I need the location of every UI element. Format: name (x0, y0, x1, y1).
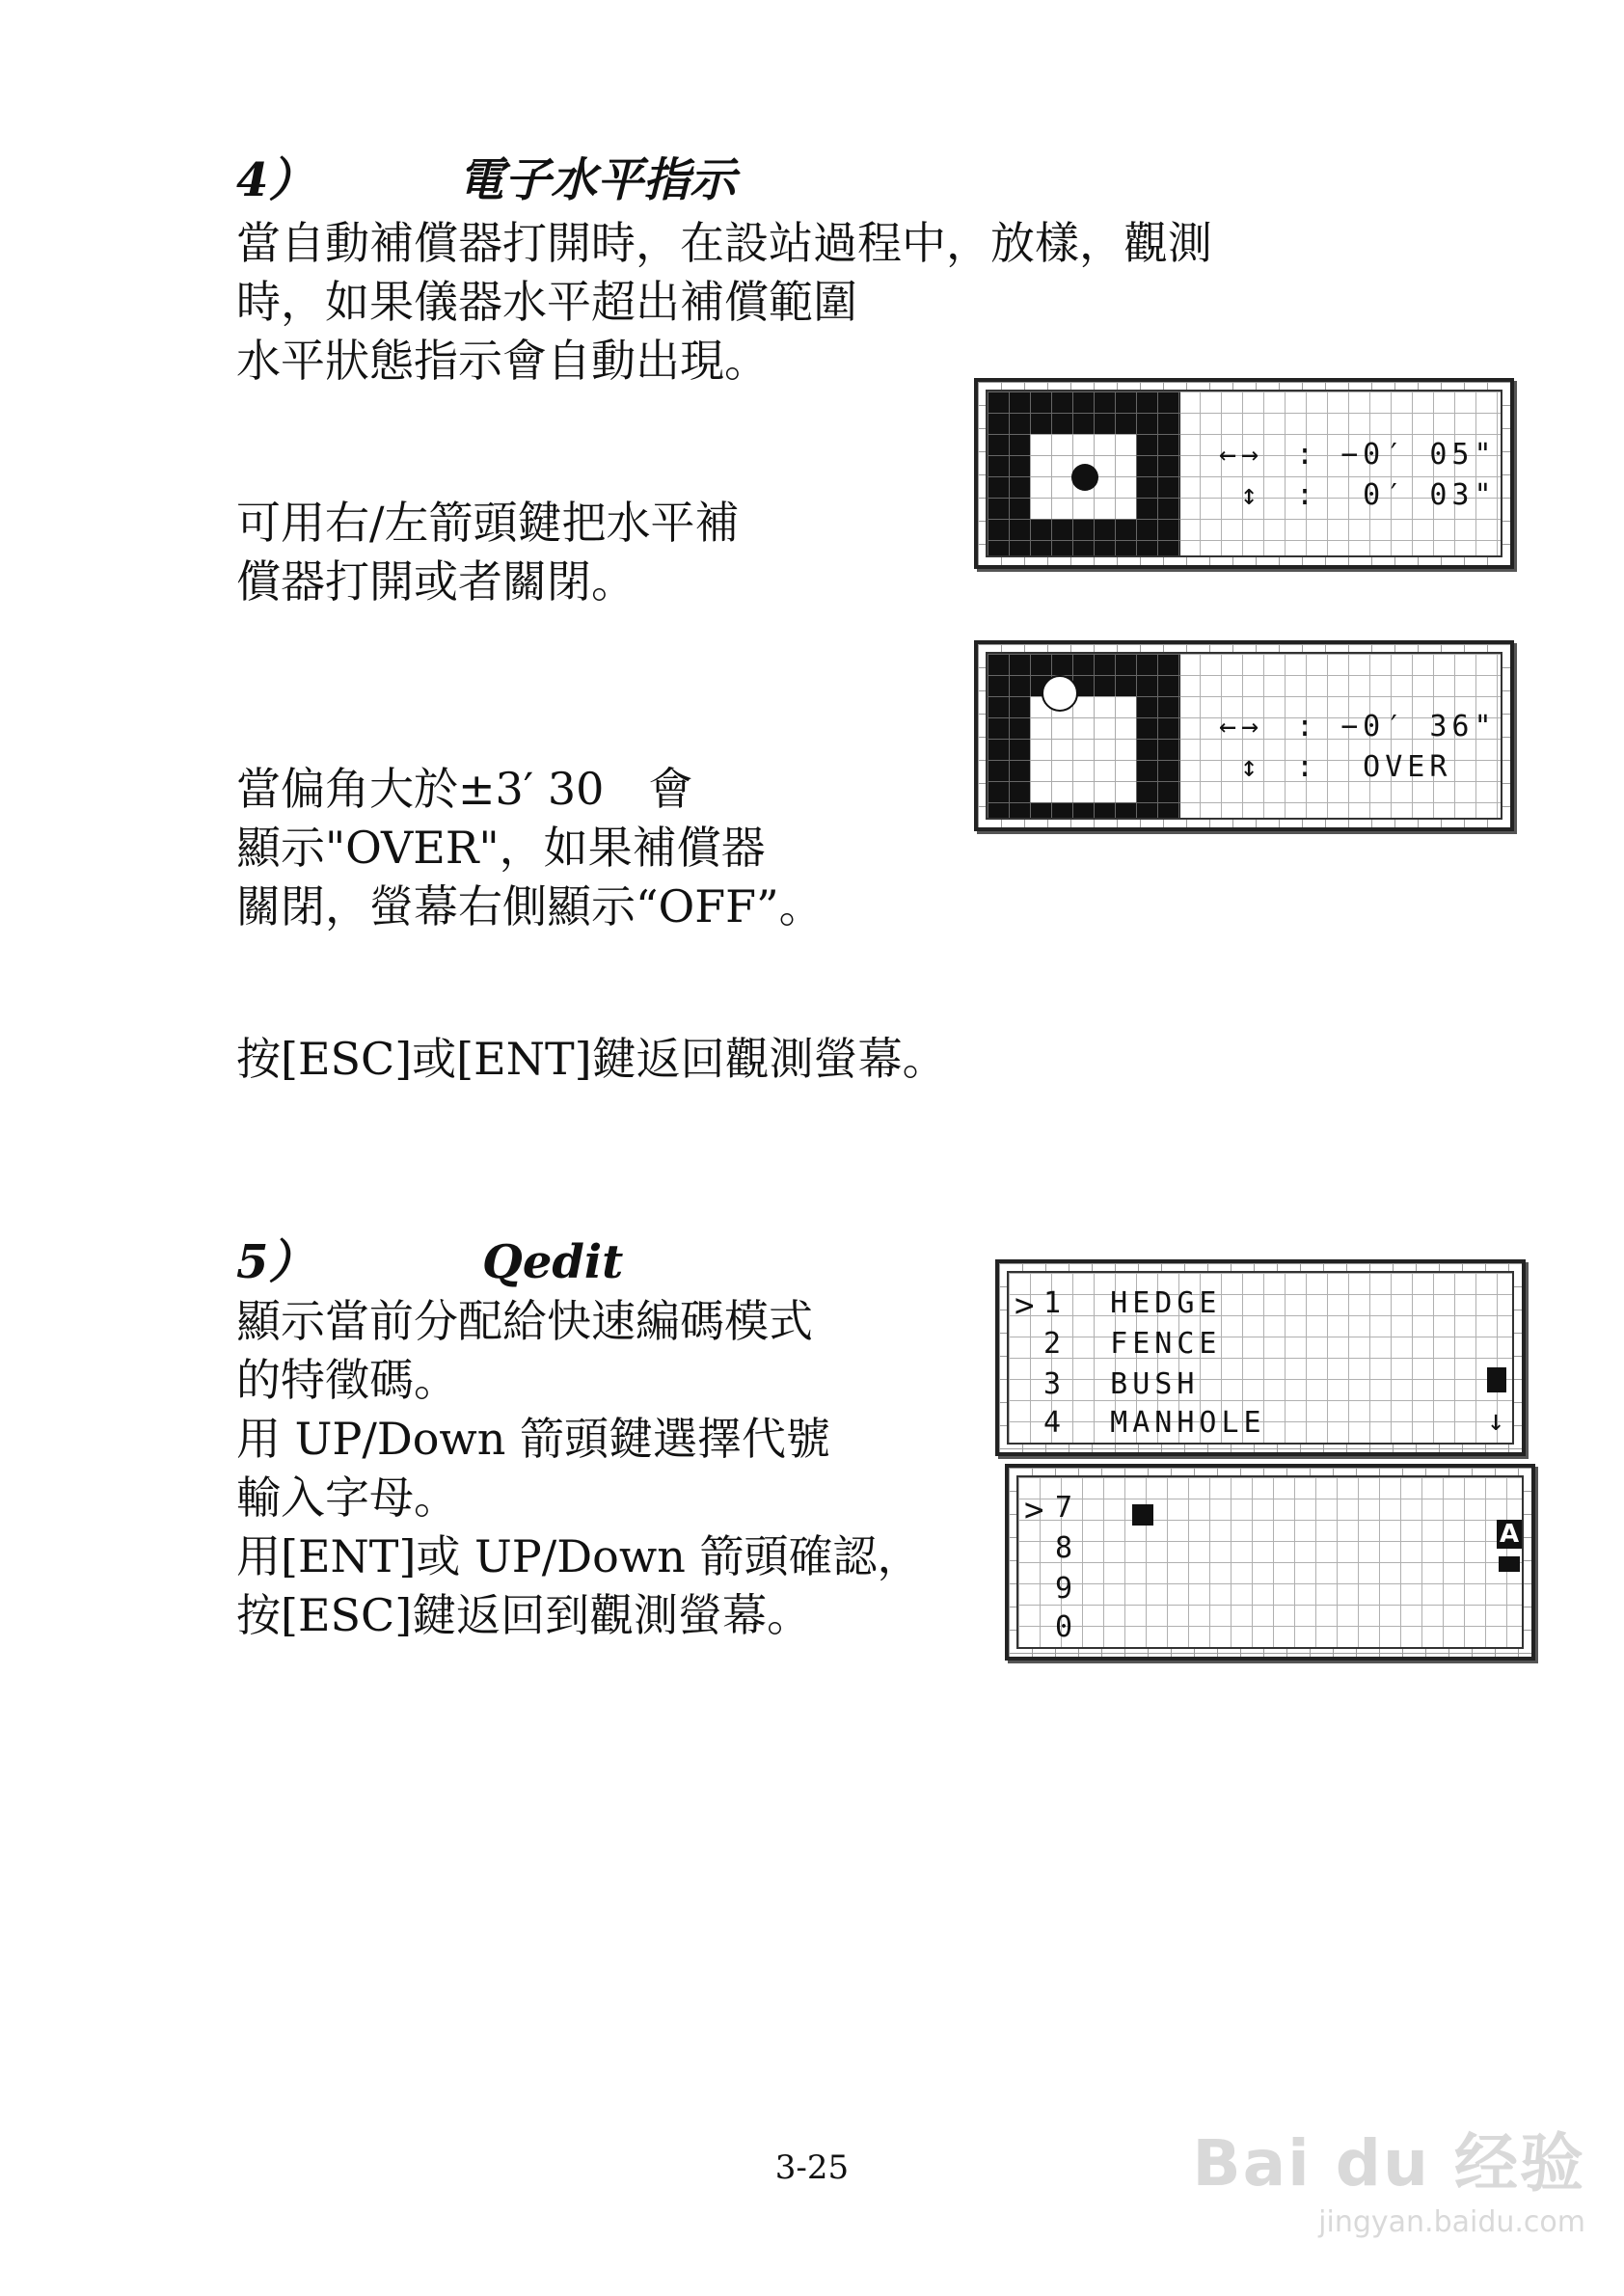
qedit-row: 9 (1055, 1572, 1078, 1606)
text-line: 可用右/左箭頭鍵把水平補 (236, 497, 740, 549)
h-tilt-label: ←→ (1219, 710, 1264, 743)
watermark-url: jingyan.baidu.com (1318, 2205, 1585, 2239)
level-screen-1 (974, 378, 1514, 569)
text-line: 顯示當前分配給快速編碼模式 (236, 1295, 813, 1347)
section-4-number: 4） (236, 153, 315, 207)
section-4-title: 電子水平指示 (458, 153, 737, 207)
v-tilt-value: : 0′ 03" (1296, 478, 1497, 512)
level-bubble-icon (1042, 675, 1078, 712)
section-5-heading (236, 1225, 623, 1291)
watermark-brand: Bai du 经验 (1192, 2126, 1585, 2201)
text-line: 按[ESC]鍵返回到觀測螢幕。 (236, 1589, 812, 1641)
h-tilt-value: : −0′ 36" (1296, 710, 1497, 743)
battery-icon (1499, 1556, 1520, 1572)
cursor-arrow-icon: > (1015, 1286, 1035, 1325)
cursor-arrow-icon: > (1024, 1491, 1044, 1529)
watermark (1192, 2112, 1585, 2239)
section-5-number: 5） (236, 1235, 315, 1289)
qedit-row: 0 (1055, 1610, 1078, 1644)
qedit-screen-1 (995, 1259, 1526, 1456)
battery-icon (1487, 1367, 1506, 1392)
level-screen-2 (974, 640, 1514, 831)
text-line: 用[ENT]或 UP/Down 箭頭確認， (236, 1530, 922, 1582)
section-4-intro (236, 214, 1212, 391)
text-line: 顯示"OVER"，如果補償器 (236, 822, 766, 874)
section-4-over-text (236, 760, 824, 936)
v-tilt-label: ↕ (1240, 750, 1263, 784)
section-4-heading (236, 143, 736, 209)
text-line: 用 UP/Down 箭頭鍵選擇代號 (236, 1413, 831, 1465)
qedit-row: 8 (1055, 1531, 1078, 1565)
text-line: 按[ESC]或[ENT]鍵返回觀測螢幕。 (236, 1033, 947, 1085)
section-4-toggle-text (236, 494, 740, 611)
section-4-esc-text (236, 1030, 947, 1089)
text-line: 輸入字母。 (236, 1472, 458, 1524)
qedit-row: 2 FENCE (1043, 1327, 1222, 1361)
text-line: 的特徵碼。 (236, 1354, 458, 1406)
level-panel (988, 392, 1180, 555)
text-line: 水平狀態指示會自動出現。 (236, 335, 769, 387)
scroll-down-icon: ↓ (1487, 1404, 1510, 1438)
qedit-row: 3 BUSH (1043, 1367, 1200, 1401)
qedit-row: 7 (1055, 1491, 1078, 1525)
input-cursor-block (1132, 1504, 1153, 1526)
v-tilt-label: ↕ (1240, 478, 1263, 512)
h-tilt-label: ←→ (1219, 438, 1264, 472)
text-line: 時，如果儀器水平超出補償範圍 (236, 276, 857, 328)
text-line: 償器打開或者關閉。 (236, 555, 636, 608)
qedit-row: 4 MANHOLE (1043, 1406, 1266, 1440)
section-5-title: Qedit (482, 1235, 624, 1289)
text-line: 當偏角大於±3′ 30 會 (236, 763, 693, 815)
qedit-row: 1 HEDGE (1043, 1286, 1222, 1320)
level-bubble-icon (1071, 464, 1098, 491)
alpha-mode-icon: A (1497, 1520, 1522, 1549)
text-line: 關閉，螢幕右側顯示“OFF”。 (236, 880, 824, 932)
h-tilt-value: : −0′ 05" (1296, 438, 1497, 472)
page-number: 3-25 (774, 2148, 850, 2187)
qedit-screen-2 (1005, 1464, 1535, 1661)
text-line: 當自動補償器打開時，在設站過程中，放樣，觀測 (236, 217, 1212, 269)
v-tilt-value: : OVER (1296, 750, 1452, 784)
section-5-text (236, 1292, 921, 1645)
level-panel (988, 654, 1180, 818)
